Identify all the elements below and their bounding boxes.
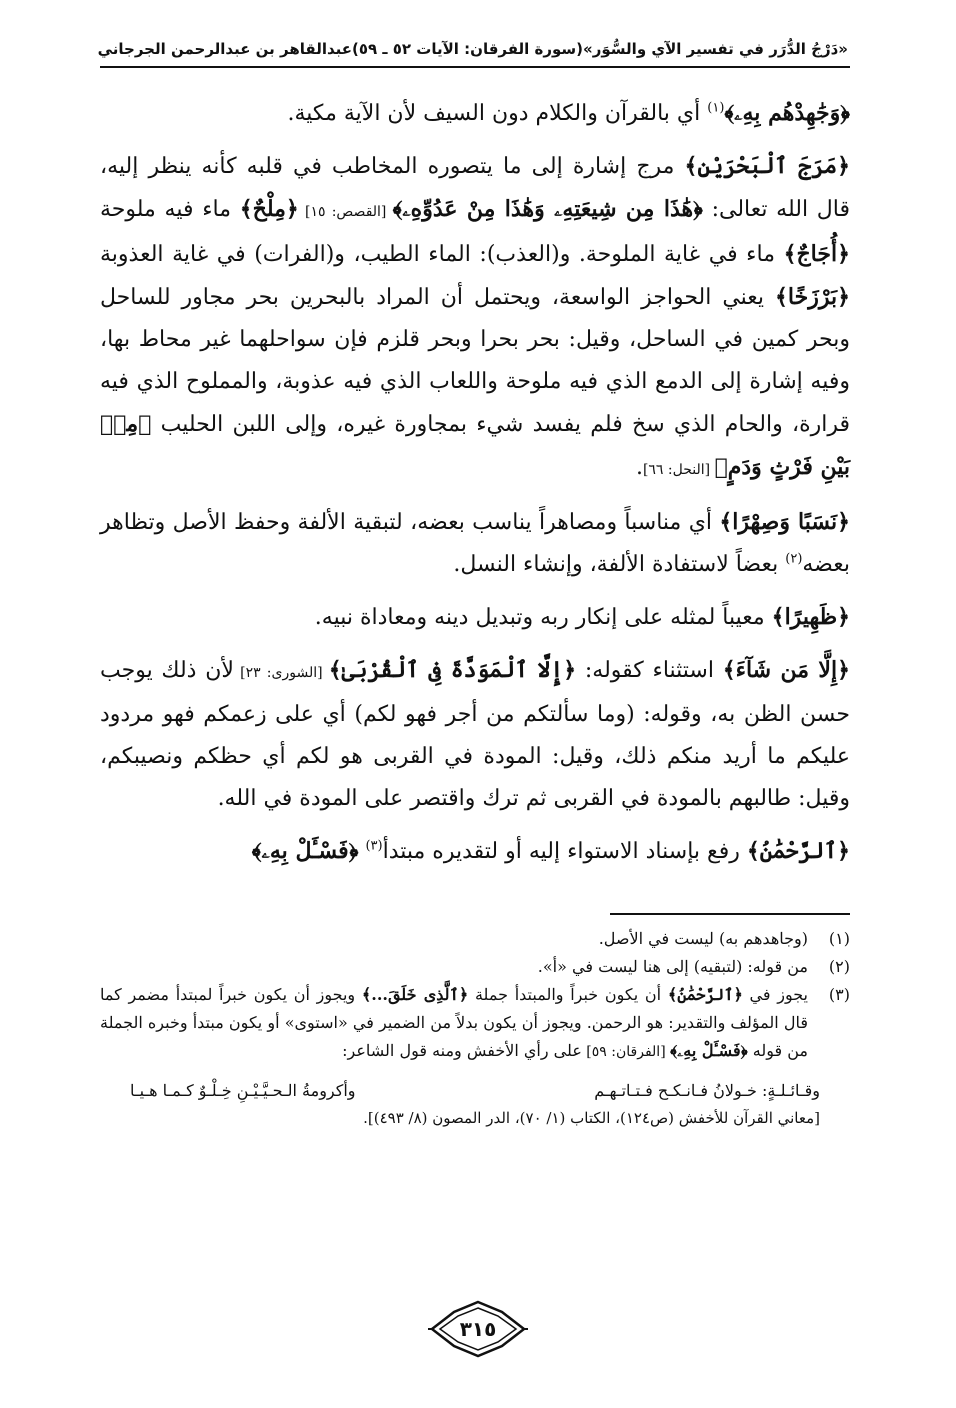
quran-quote: ﴿مِنۢ بَيْنِ فَرْثٍ وَدَمٍ﴾	[100, 411, 850, 480]
surah-info: (سورة الفرقان: الآيات ٥٢ ـ ٥٩)	[352, 40, 584, 58]
verse-second-hemistich: وأكرومةُ الـحـيَّـيْـنِ خِـلْـوٌ كـمـا هـيـا	[130, 1081, 356, 1100]
text-run: لأن ذلك يوجب حسن الظن به، وقوله: (وما سألتكم من أجر فهو لكم) أي على زعمكم فهو مردود عليكم ما أريد منكم ذلك، وقيل: المودة في القربى هو لكم أي حظكم ونصيبكم، وقيل: طالبهم بالمودة في القربى ثم ترك واقتصر على المودة في الله.	[100, 658, 850, 811]
footnote-separator	[610, 913, 850, 915]
page-number-ornament	[428, 1300, 528, 1358]
footnote-text	[100, 981, 808, 1066]
paragraph	[100, 649, 850, 820]
text-run: يجوز في	[742, 985, 809, 1004]
paragraph	[100, 501, 850, 586]
book-title: «دَرْجُ الدُّرَر في تفسير الآي والسُّوَر»	[583, 40, 848, 58]
quran-quote: ﴿فَسْـَٔلْ بِهِۦ﴾	[670, 1041, 748, 1060]
quran-quote: ﴿ظَهِيرًا﴾	[771, 604, 850, 630]
text-run: أن يكون خبراً والمبتدأ جملة	[468, 985, 668, 1004]
footnote-reference: (١)	[707, 100, 725, 116]
quran-quote: ﴿وَجَٰهِدْهُم بِهِۦ﴾	[724, 100, 850, 126]
paragraph	[100, 596, 850, 639]
footnote-number: (٣)	[828, 985, 850, 1004]
text-run: أي بالقرآن والكلام دون السيف لأن الآية مكية.	[287, 101, 708, 126]
footnotes	[100, 925, 850, 1130]
footnote	[100, 925, 850, 953]
author-name: عبدالقاهر بن عبدالرحمن الجرجاني	[97, 40, 352, 58]
verse-reference: [النحل: ٦٦]	[642, 462, 715, 478]
text-run: ماء في غاية الملوحة. و(العذب): الماء الطيب، و(الفرات) في غاية العذوبة	[100, 242, 784, 267]
verse-reference: [الفرقان: ٥٩]	[581, 1044, 671, 1060]
quran-quote: ﴿مَرَجَ ٱلْبَحْرَيْنِ﴾	[684, 153, 850, 179]
text-run: من قوله: (لتبقيه) إلى هنا ليست في «أ».	[537, 957, 808, 976]
text-run: يعني الحواجز الواسعة، ويحتمل أن المراد بالبحرين بحر مجاور للساحل وبحر كمين في الساحل، وقيل: بحر بحرا وبحر قلزم فإن سواحلهما غير محاط بها، وفيه إشارة إلى الدمع الذي فيه ملوحة واللعاب الذي فيه عذوبة، والمملوح الذي فيه قرارة، والحام الذي سخ فلم يفسد شيء بمجاورة غيره، وإلى اللبن الحليب	[100, 285, 850, 437]
poetry-verse	[130, 1078, 820, 1104]
paragraph	[100, 92, 850, 135]
paragraph	[100, 830, 850, 873]
quran-quote: ﴿مِلْحٌ﴾	[239, 196, 299, 222]
quran-quote: ﴿هَٰذَا مِن شِيعَتِهِۦ وَهَٰذَا مِنْ عَدُوِّهِۦ﴾	[392, 196, 703, 222]
text-run: أي مناسباً ومصاهراً يناسب بعضه، لتبقية الألفة وحفظ الأصل وتظاهر بعضه	[100, 510, 850, 577]
text-run: استثناء كقوله:	[576, 658, 723, 683]
footnote-text	[100, 925, 808, 953]
page	[97, 40, 850, 1130]
text-run: معيباً لمثله على إنكار ربه وتبديل دينه ومعاداة نبيه.	[314, 605, 772, 630]
paragraph	[100, 145, 850, 491]
quran-quote: ﴿إِلَّا ٱلْمَوَدَّةَ فِى ٱلْقُرْبَىٰ﴾	[328, 657, 577, 683]
verse-source: [معاني القرآن للأخفش (ص١٢٤)، الكتاب (١/ ٧٠)، الدر المصون (٨/ ٤٩٣)].	[363, 1109, 820, 1127]
quran-quote: ﴿ٱلرَّحْمَٰنُ﴾	[667, 985, 743, 1004]
footnote-reference: (٣)	[365, 838, 383, 854]
quran-quote: ﴿ٱلَّذِى خَلَقَ...﴾	[361, 985, 469, 1004]
quran-quote: ﴿ٱلرَّحْمَٰنُ﴾	[746, 838, 850, 864]
verse-first-hemistich: وقـائـلـةٍ: خـولانُ فـانـكـح فـتـاتـهـم	[594, 1081, 820, 1100]
verse-reference: [القصص: ١٥]	[298, 204, 393, 220]
page-number: ٣١٥	[459, 1317, 497, 1341]
quran-quote: ﴿أُجَاجٌ﴾	[783, 241, 850, 267]
quran-quote: ﴿بَرْزَخًا﴾	[775, 284, 850, 310]
quran-quote: ﴿إِلَّا مَن شَآءَ﴾	[722, 657, 850, 683]
footnote	[100, 981, 850, 1066]
main-text	[100, 92, 850, 873]
text-run: مرج إشارة إلى ما يتصوره المخاطب في قلبه كأنه ينظر إليه، قال الله تعالى:	[100, 154, 850, 222]
running-header	[97, 40, 850, 68]
text-run: على رأي الأخفش ومنه قول الشاعر:	[342, 1041, 582, 1060]
text-run: .	[635, 455, 643, 480]
text-run: (وجاهدهم به) ليست في الأصل.	[598, 929, 808, 948]
footnote-number: (١)	[828, 929, 850, 948]
text-run: بعضاً لاستفادة الألفة، وإنشاء النسل.	[453, 552, 786, 577]
footnote	[100, 953, 850, 981]
footnote-reference: (٢)	[785, 551, 803, 567]
text-run: رفع بإسناد الاستواء إليه أو لتقديره مبتدأ	[382, 839, 747, 864]
footnote-number: (٢)	[828, 957, 850, 976]
footnote-text	[100, 953, 808, 981]
quran-quote: ﴿نَسَبًا وَصِهْرًا﴾	[719, 509, 850, 535]
text-run: ماء فيه ملوحة	[100, 197, 240, 222]
quran-quote: ﴿فَسْـَٔلْ بِهِۦ﴾	[251, 838, 359, 864]
text-run: ويجوز أن يكون خبراً لمبتدأ مضمر كما قال المؤلف والتقدير: هو الرحمن. ويجوز أن يكون بدلاً من الضمير في «استوى» أو يكون مبتدأ وخبره الجملة من قوله	[100, 985, 808, 1060]
verse-reference: [الشورى: ٢٣]	[233, 665, 329, 681]
